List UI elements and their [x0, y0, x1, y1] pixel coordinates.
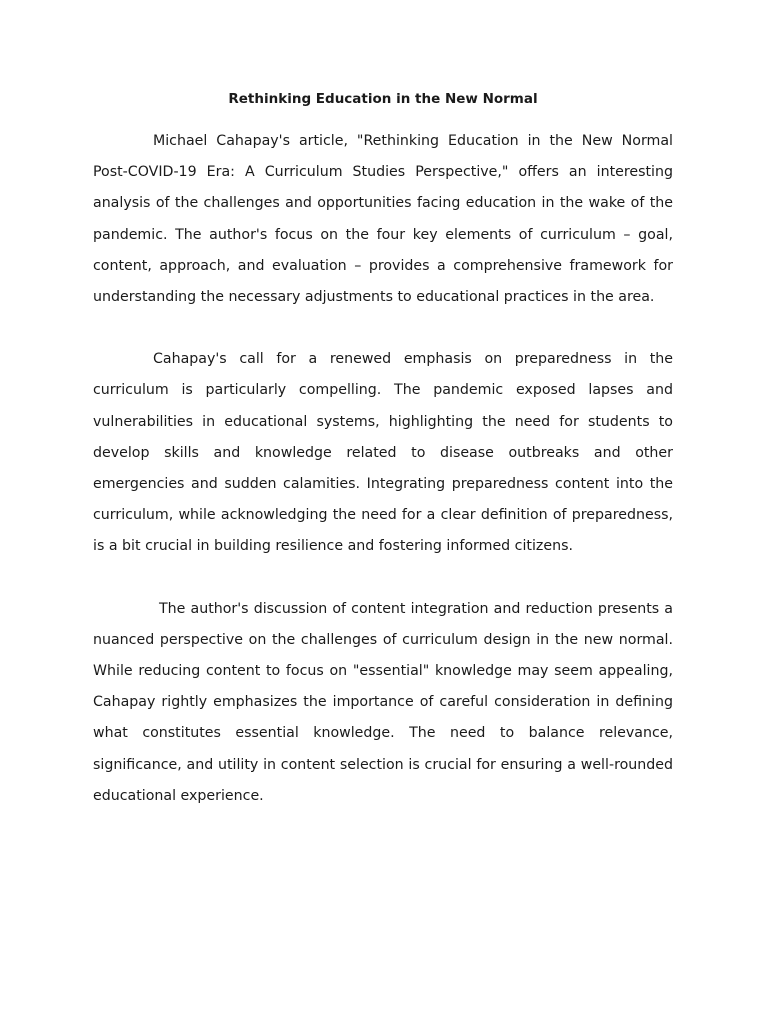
paragraph-3: The author's discussion of content integration and reduction presents a nuanced perspective on the challenges of curriculum design in the new normal. While reducing content to focus on "essential" knowledge may seem appealing, Cahapay rightly emphasizes the importance of careful consideration in defining what constitutes essential knowledge. The need to balance relevance, significance, and utility in content selection is crucial for ensuring a well-rounded educational experience.	[93, 600, 673, 804]
document-page	[93, 88, 673, 843]
paragraph-2: Cahapay's call for a renewed emphasis on preparedness in the curriculum is particularly compelling. The pandemic exposed lapses and vulnerabilities in educational systems, highlighting the need for students to develop skills and knowledge related to disease outbreaks and other emergencies and sudden calamities. Integrating preparedness content into the curriculum, while acknowledging the need for a clear definition of preparedness, is a bit crucial in building resilience and fostering informed citizens.	[93, 351, 673, 555]
paragraph-1: Michael Cahapay's article, "Rethinking Education in the New Normal Post-COVID-19 Era: A Curriculum Studies Perspective," offers an interesting analysis of the challenges and opportunities facing education in the wake of the pandemic. The author's focus on the four key elements of curriculum – goal, content, approach, and evaluation – provides a comprehensive framework for understanding the necessary adjustments to educational practices in the area.	[93, 133, 673, 306]
document-title: Rethinking Education in the New Normal	[228, 91, 538, 107]
